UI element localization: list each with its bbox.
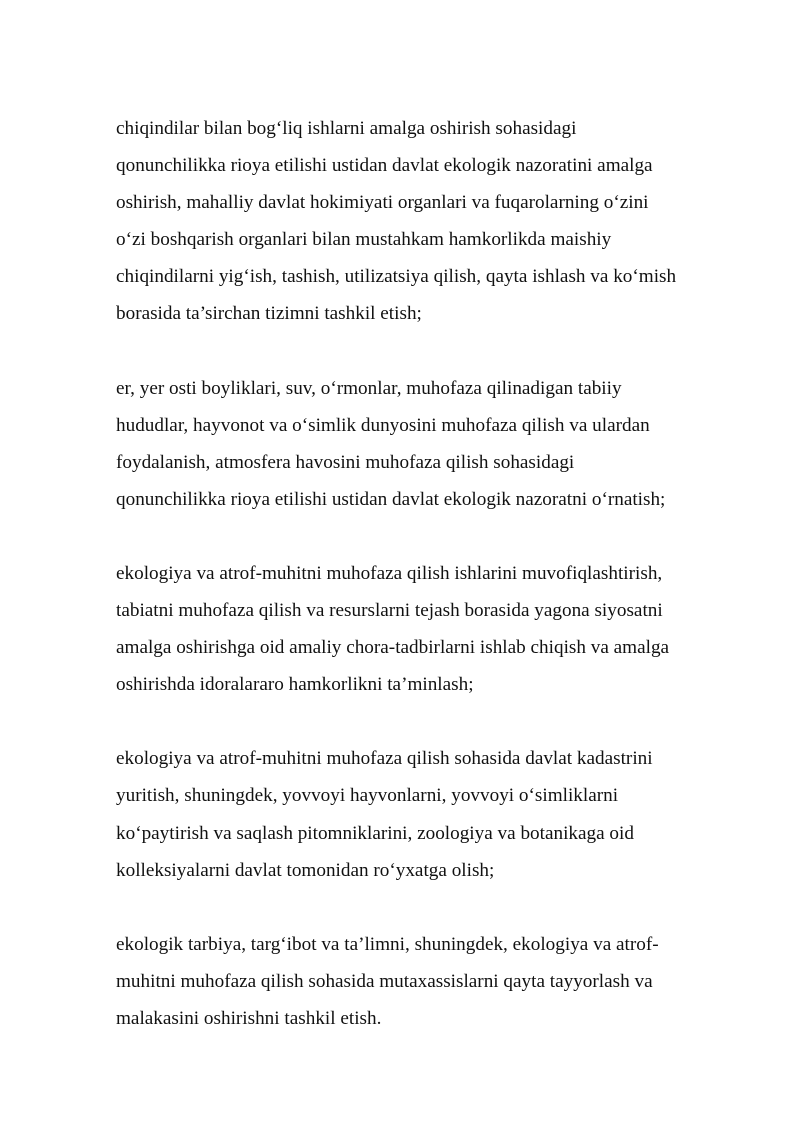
paragraph-3 [116,555,756,703]
text-line: ko‘paytirish va saqlash pitomniklarini, zoologiya va botanikaga oid [116,822,634,844]
text-line: borasida ta’sirchan tizimni tashkil etish; [116,303,422,325]
text-line: kolleksiyalarni davlat tomonidan ro‘yxatga olish; [116,859,495,881]
text-line: ekologik tarbiya, targ‘ibot va ta’limni, shuningdek, ekologiya va atrof- [116,933,659,955]
paragraph-4 [116,740,756,888]
text-line: qonunchilikka rioya etilishi ustidan davlat ekologik nazoratini amalga [116,155,653,177]
text-line: foydalanish, atmosfera havosini muhofaza qilish sohasidagi [116,451,575,473]
text-line: amalga oshirishga oid amaliy chora-tadbirlarni ishlab chiqish va amalga [116,637,670,659]
text-line: chiqindilarni yig‘ish, tashish, utilizatsiya qilish, qayta ishlash va ko‘mish [116,266,677,288]
text-line: ekologiya va atrof-muhitni muhofaza qilish ishlarini muvofiqlashtirish, [116,562,663,584]
text-line: ekologiya va atrof-muhitni muhofaza qilish sohasida davlat kadastrini [116,748,653,770]
text-line: yuritish, shuningdek, yovvoyi hayvonlarni, yovvoyi o‘simliklarni [116,785,619,807]
document-body [116,110,756,1074]
text-line: tabiatni muhofaza qilish va resurslarni tejash borasida yagona siyosatni [116,600,663,622]
paragraph-5 [116,926,756,1037]
text-line: qonunchilikka rioya etilishi ustidan davlat ekologik nazoratni o‘rnatish; [116,488,666,510]
text-line: er, yer osti boyliklari, suv, o‘rmonlar, muhofaza qilinadigan tabiiy [116,377,622,399]
text-line: malakasini oshirishni tashkil etish. [116,1007,382,1029]
text-line: oshirishda idoralararo hamkorlikni ta’minlash; [116,674,474,696]
text-line: chiqindilar bilan bog‘liq ishlarni amalga oshirish sohasidagi [116,118,577,139]
text-line: oshirish, mahalliy davlat hokimiyati organlari va fuqarolarning o‘zini [116,192,649,214]
text-line: hududlar, hayvonot va o‘simlik dunyosini muhofaza qilish va ulardan [116,414,650,436]
text-line: muhitni muhofaza qilish sohasida mutaxassislarni qayta tayyorlash va [116,970,653,992]
paragraph-1 [116,110,756,333]
paragraph-2 [116,370,756,518]
text-line: o‘zi boshqarish organlari bilan mustahkam hamkorlikda maishiy [116,229,612,251]
